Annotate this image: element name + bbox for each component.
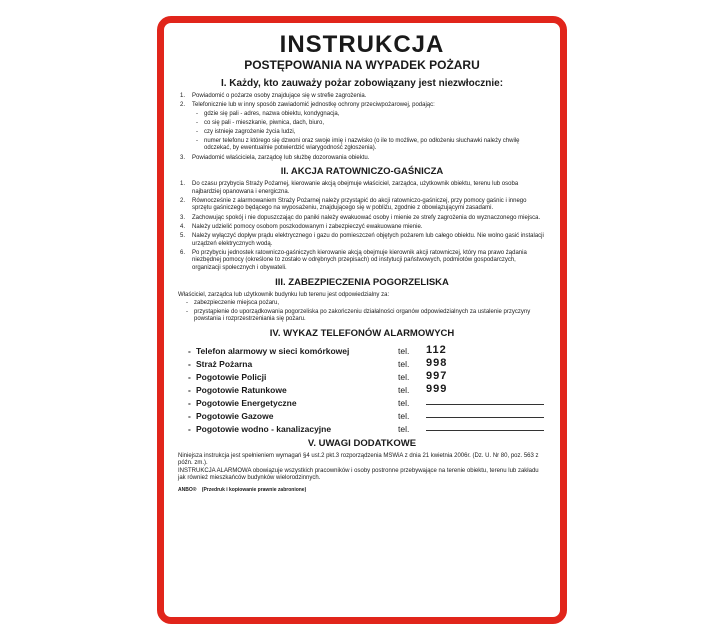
blank-line xyxy=(426,429,544,431)
copyright-line xyxy=(178,487,546,494)
list-item: 1. Powiadomić o pożarze osoby znajdujące się w strefie zagrożenia. xyxy=(180,93,367,99)
phone-number: 998 xyxy=(426,356,448,369)
blank-line xyxy=(426,416,544,418)
phone-number: 999 xyxy=(426,382,448,395)
sign-subtitle: POSTĘPOWANIA NA WYPADEK POŻARU xyxy=(244,58,480,72)
section-1-heading: I. Każdy, kto zauważy pożar zobowiązany jest niezwłocznie: xyxy=(220,78,504,89)
list-item: - gdzie się pali - adres, nazwa obiektu, kondygnacja, xyxy=(192,111,546,119)
list-item: 4. Należy udzielić pomocy osobom poszkodowanym i zabezpieczyć ewakuowane mienie. xyxy=(180,223,423,230)
section-2-list xyxy=(178,181,546,273)
phone-service-name: - Pogotowie Policji xyxy=(188,369,398,382)
tel-label: tel. xyxy=(398,358,410,369)
list-item: - co się pali - mieszkanie, piwnica, dach, biuro, xyxy=(192,120,546,128)
section-4-heading: IV. WYKAZ TELEFONÓW ALARMOWYCH xyxy=(269,327,455,339)
tel-label: tel. xyxy=(398,371,410,382)
section-2-heading: II. AKCJA RATOWNICZO-GAŚNICZA xyxy=(280,166,444,178)
phone-service-name: - Telefon alarmowy w sieci komórkowej xyxy=(188,343,398,356)
section-5-heading: V. UWAGI DODATKOWE xyxy=(307,437,417,449)
phone-number: 997 xyxy=(426,369,448,382)
list-item: 3. Zachowując spokój i nie dopuszczając do paniki należy ewakuować osoby i mienie ze strefy zagrożenia do wyznaczonego miejsca. xyxy=(180,214,541,221)
instruction-sign xyxy=(157,16,567,624)
list-item: - przystąpienie do uporządkowania pogorzeliska po zakończeniu działalności organów odpowiedzialnych za ustalenie przyczyny powstania i rozprzestrzeniania się pożaru. xyxy=(184,309,546,324)
phone-number-blank-line xyxy=(426,395,546,408)
tel-label: tel. xyxy=(398,345,410,356)
report-details-list xyxy=(192,111,546,153)
phone-number-blank-line xyxy=(426,421,546,434)
legal-basis-note: Niniejsza instrukcja jest spełnieniem wymagań §4 ust.2 pkt.3 rozporządzenia MSWiA z dnia 21 kwietnia 2006r. (Dz. U. Nr 80, poz. 563 z późn. zm.). xyxy=(178,452,539,467)
table-row xyxy=(188,356,546,369)
list-item: - zabezpieczenie miejsca pożaru, xyxy=(184,300,546,308)
table-row xyxy=(188,395,546,408)
list-item: 1. Do czasu przybycia Straży Pożarnej, kierowanie akcją obejmuje właściciel, zarządca, użytkownik obiektu, terenu lub osoba najbardziej opanowana i energiczna. xyxy=(180,181,519,195)
table-row xyxy=(188,369,546,382)
list-item: 2. Równocześnie z alarmowaniem Straży Pożarnej należy przystąpić do akcji ratowniczo-gaśniczej, przy pomocy gaśnic i innego sprzętu gaśniczego będącego na wyposażeniu, znajdującego się w pobliżu, zgodnie z obowiązującymi zasadami. xyxy=(180,197,527,212)
tel-label: tel. xyxy=(398,410,410,421)
tel-label: tel. xyxy=(398,423,410,434)
table-row xyxy=(188,382,546,395)
phone-number: 112 xyxy=(426,343,447,356)
phone-service-name: - Pogotowie Gazowe xyxy=(188,408,398,421)
section-1-list xyxy=(178,93,546,162)
list-item: - numer telefonu z którego się dzwoni oraz swoje imię i nazwisko (o ile to możliwe, po odłożeniu słuchawki należy chwilę odczekać, by ewentualnie potwierdzić wiarygodność zgłoszenia). xyxy=(192,138,546,153)
list-item: 3. Powiadomić właściciela, zarządcę lub służbę dozorowania obiektu. xyxy=(180,154,370,161)
list-item: 5. Należy wyłączyć dopływ prądu elektrycznego i gazu do pomieszczeń objętych pożarem lub całego obiektu. Nie wolno gasić instalacji urządzeń elektrycznych wodą. xyxy=(180,233,544,247)
phone-service-name: - Pogotowie wodno - kanalizacyjne xyxy=(188,421,398,434)
phone-service-name: - Pogotowie Ratunkowe xyxy=(188,382,398,395)
list-item: 6. Po przybyciu jednostek ratowniczo-gaśniczych kierowanie akcją obejmuje kierownik akcji ratowniczej, który ma prawo żądania niezbędnej pomocy (określone to zostało w odrębnych przepisach) od instytucji państwowych, podmiotów gospodarczych, organizacji społecznych i obywateli. xyxy=(180,249,527,272)
blank-line xyxy=(426,403,544,405)
table-row xyxy=(188,343,546,356)
table-row xyxy=(188,408,546,421)
tel-label: tel. xyxy=(398,384,410,395)
phone-service-name: - Pogotowie Energetyczne xyxy=(188,395,398,408)
list-item: 2. Telefonicznie lub w inny sposób zawiadomić jednostkę ochrony przeciwpożarowej, podając: - gdzie się pali - adres, nazwa obiektu, kondygnacja, - co się pali - mieszkanie, piwnica, dach, biuro, - czy istnieje zagrożenie życia ludzi, - numer telefonu z którego się dzwoni oraz swoje imię i nazwisko (o ile to możliwe, po odłożeniu słuchawki należy chwilę odczekać, by ewentualnie potwierdzić wiarygodność zgłoszenia). xyxy=(178,102,546,153)
section-3-intro: Właściciel, zarządca lub użytkownik budynku lub terenu jest odpowiedzialny za: xyxy=(178,291,390,298)
section-3-list xyxy=(178,300,546,324)
section-3-heading: III. ZABEZPIECZENIA POGORZELISKA xyxy=(275,276,449,288)
applicability-note: INSTRUKCJA ALARMOWA obowiązuje wszystkich pracowników i osoby postronne przebywające na terenie obiektu, terenu lub zakładu jak również mieszkańców budynków wielorodzinnych. xyxy=(178,467,539,482)
emergency-phones-table xyxy=(188,343,546,434)
phone-number-blank-line xyxy=(426,408,546,421)
copyright-note: (Przedruk i kopiowanie prawnie zabronione) xyxy=(201,486,307,493)
sign-title: INSTRUKCJA xyxy=(279,31,445,58)
phone-service-name: - Straż Pożarna xyxy=(188,356,398,369)
tel-label: tel. xyxy=(398,397,410,408)
list-item: - czy istnieje zagrożenie życia ludzi, xyxy=(192,129,546,137)
table-row xyxy=(188,421,546,434)
brand-logo-text: ANBO® xyxy=(178,486,197,493)
